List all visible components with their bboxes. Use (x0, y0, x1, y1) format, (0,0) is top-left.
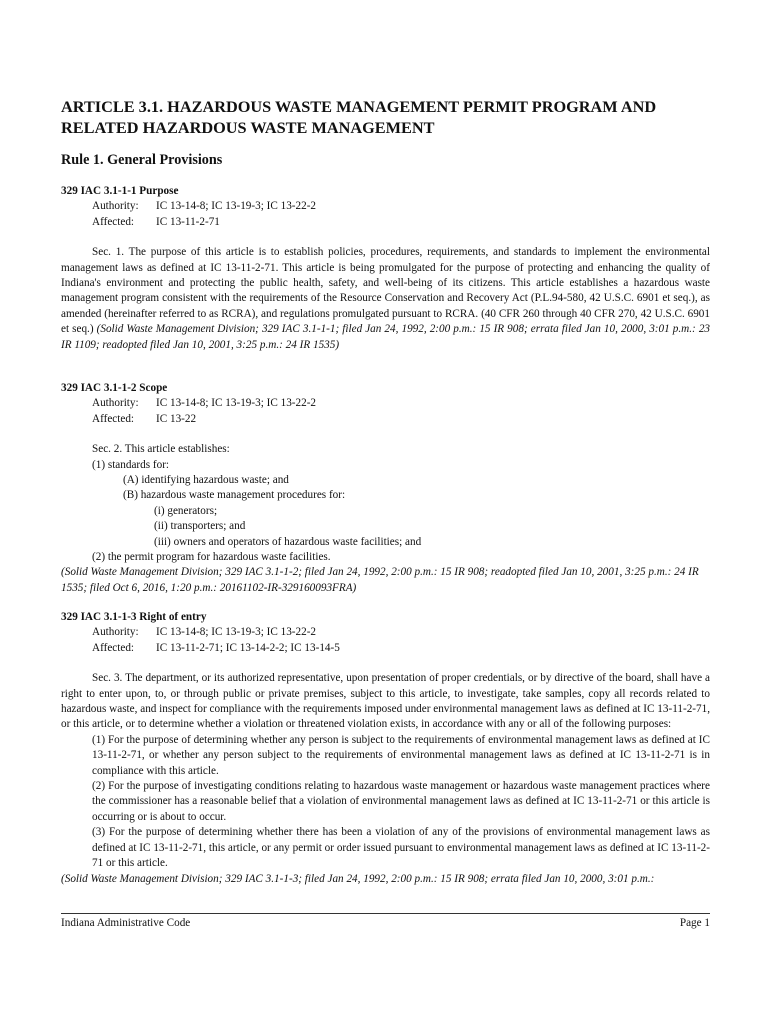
affected-line: Affected: IC 13-22 (92, 412, 197, 425)
section-body: Sec. 3. The department, or its authorized representative, upon presentation of proper credentials, or by directive of the board, shall have a right to enter upon, to, or through public or private premises, subject to this article, to investigate, take samples, copy all records related to hazardous waste, and inspect for compliance with the requirements imposed under environmental management laws as defined at IC 13-11-2-71, or this article, or to determine whether a violation or threatened violation exists, in accordance with any or all of the following purposes: (61, 672, 710, 731)
authority-line: Authority: IC 13-14-8; IC 13-19-3; IC 13-22-2 (92, 200, 317, 213)
page-number: Page 1 (679, 917, 710, 929)
rule-title: Rule 1. General Provisions (61, 152, 223, 168)
list-item: (iii) owners and operators of hazardous waste facilities; and (154, 535, 422, 548)
section-intro: Sec. 2. This article establishes: (92, 443, 230, 456)
section-purpose (61, 184, 710, 353)
list-item: (B) hazardous waste management procedures for: (123, 489, 346, 502)
section-history: (Solid Waste Management Division; 329 IAC 3.1-1-3; filed Jan 24, 1992, 2:00 p.m.: 15 IR 908; errata filed Jan 10, 2000, 3:01 p.m.: (61, 872, 655, 885)
list-item: (1) For the purpose of determining whether any person is subject to the requirements of environmental management laws as defined at IC 13-11-2-71, or whether any person subject to the requirements of environmental management laws as defined at IC 13-11-2-71 is in compliance with this article. (92, 733, 710, 777)
list-item: (A) identifying hazardous waste; and (123, 474, 289, 487)
section-heading: 329 IAC 3.1-1-2 Scope (61, 382, 168, 394)
authority-line: Authority: IC 13-14-8; IC 13-19-3; IC 13-22-2 (92, 397, 317, 410)
list-item: (3) For the purpose of determining whether there has been a violation of any of the provisions of environmental management laws as defined at IC 13-11-2-71, this article, or any permit or order issued pursuant to environmental management laws as defined at IC 13-11-2-71 or this article. (92, 826, 710, 870)
section-right-of-entry (61, 610, 710, 887)
section-scope (61, 381, 710, 596)
affected-line: Affected: IC 13-11-2-71 (92, 215, 220, 228)
list-item: (2) the permit program for hazardous waste facilities. (92, 551, 331, 564)
affected-line: Affected: IC 13-11-2-71; IC 13-14-2-2; IC 13-14-5 (92, 641, 340, 654)
footer-source: Indiana Administrative Code (61, 917, 191, 929)
authority-line: Authority: IC 13-14-8; IC 13-19-3; IC 13-22-2 (92, 626, 317, 639)
list-item: (i) generators; (154, 504, 218, 517)
list-item: (ii) transporters; and (154, 520, 246, 533)
list-item: (1) standards for: (92, 458, 170, 471)
section-body: Sec. 1. The purpose of this article is to establish policies, procedures, requirements, and standards to implement the environmental management laws as defined at IC 13-11-2-71. This article is being promulgated for the purpose of protecting and enhancing the quality of Indiana's environment and protecting the public health, safety, and well-being of its citizens. This article establishes a hazardous waste management program consistent with the requirements of the Resource Conservation and Recovery Act (P.L.94-580, 42 U.S.C. 6901 et seq.), as amended (hereinafter referred to as RCRA), and regulations promulgated pursuant to RCRA. (40 CFR 260 through 40 CFR 270, 42 U.S.C. 6901 et seq.) (Solid Waste Management Division; 329 IAC 3.1-1-1; filed Jan 24, 1992, 2:00 p.m.: 15 IR 908; errata filed Jan 10, 2000, 3:01 p.m.: 23 IR 1109; readopted filed Jan 10, 2001, 3:25 p.m.: 24 IR 1535) (61, 246, 711, 351)
section-heading: 329 IAC 3.1-1-3 Right of entry (61, 611, 207, 623)
section-history: (Solid Waste Management Division; 329 IAC 3.1-1-2; filed Jan 24, 1992, 2:00 p.m.: 15 IR 908; readopted filed Jan 10, 2001, 3:25 p.m.: 24 IR 1535; filed Oct 6, 2016, 1:20 p.m.: 20161102-IR-329160093FRA) (61, 566, 699, 594)
list-item: (2) For the purpose of investigating conditions relating to hazardous waste management or hazardous waste management practices where the commissioner has a reasonable belief that a violation of environmental management laws as defined at IC 13-11-2-71 or this article is occurring or is about to occur. (92, 780, 710, 823)
section-heading: 329 IAC 3.1-1-1 Purpose (61, 185, 179, 197)
section-history: (Solid Waste Management Division; 329 IAC 3.1-1-1; filed Jan 24, 1992, 2:00 p.m.: 15 IR 908; errata filed Jan 10, 2000, 3:01 p.m.: 23 IR 1109; readopted filed Jan 10, 2001, 3:25 p.m.: 24 IR 1535) (61, 323, 711, 351)
footer-divider (61, 913, 710, 914)
article-title: ARTICLE 3.1. HAZARDOUS WASTE MANAGEMENT PERMIT PROGRAM AND RELATED HAZARDOUS WASTE MANAGEMENT (61, 97, 657, 137)
page-footer (61, 917, 710, 929)
